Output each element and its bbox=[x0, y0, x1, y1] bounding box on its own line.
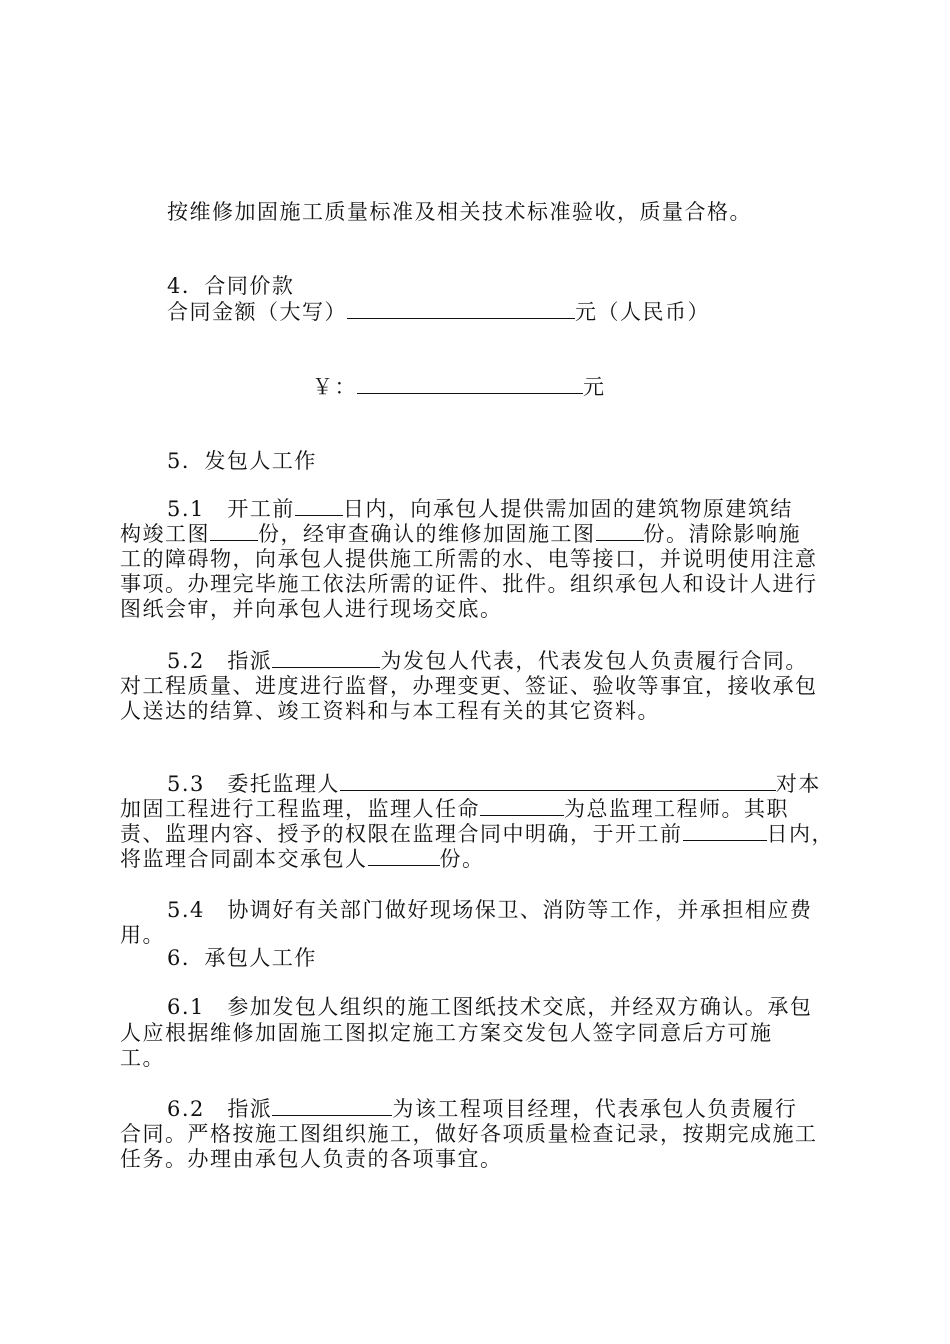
clause-5-3-text: 对本 bbox=[775, 772, 821, 796]
clause-5-2-line-1 bbox=[167, 649, 808, 673]
supervisor-blank bbox=[340, 772, 776, 791]
copies-blank bbox=[596, 522, 644, 541]
clause-6-2-line-2: 合同。严格按施工图组织施工，做好各项质量检查记录，按期完成施工 bbox=[120, 1122, 818, 1146]
contract-amount-line bbox=[167, 300, 710, 324]
clause-6-1-line-3: 工。 bbox=[120, 1046, 165, 1070]
clause-6-2-line-1 bbox=[167, 1097, 797, 1121]
clause-5-1-text: 份。清除影响施 bbox=[643, 522, 801, 546]
clause-5-3-line-2 bbox=[120, 797, 789, 821]
clause-6-2-text: 为该工程项目经理，代表承包人负责履行 bbox=[392, 1097, 798, 1121]
chief-engineer-blank bbox=[480, 797, 564, 816]
section-5-heading: 5．发包人工作 bbox=[167, 449, 317, 473]
days-blank bbox=[295, 497, 343, 516]
amount-unit-label: 元（人民币） bbox=[575, 300, 710, 324]
clause-5-1-text: 日内，向承包人提供需加固的建筑物原建筑结 bbox=[342, 497, 793, 521]
project-manager-blank bbox=[272, 1097, 392, 1116]
amount-words-label: 合同金额（大写） bbox=[167, 300, 347, 324]
clause-5-1-line-4: 事项。办理完毕施工依法所需的证件、批件。组织承包人和设计人进行 bbox=[120, 572, 818, 596]
clause-5-1-line-5: 图纸会审，并向承包人进行现场交底。 bbox=[120, 597, 503, 621]
clause-5-3-text: 加固工程进行工程监理，监理人任命 bbox=[120, 797, 480, 821]
clause-5-3-line-1 bbox=[167, 772, 821, 796]
clause-5-3-line-3 bbox=[120, 822, 834, 846]
clause-5-3-text: 份。 bbox=[439, 847, 485, 871]
clause-5-2-line-2: 对工程质量、进度进行监督，办理变更、签证、验收等事宜，接收承包 bbox=[120, 674, 818, 698]
clause-5-1-line-2 bbox=[120, 522, 801, 546]
clause-5-3-text: 将监理合同副本交承包人 bbox=[120, 847, 368, 871]
days-blank bbox=[683, 822, 767, 841]
amount-figures-blank bbox=[357, 375, 583, 394]
yen-unit-label: 元 bbox=[583, 375, 606, 399]
clause-5-1-text: 5.1 开工前 bbox=[167, 497, 295, 521]
clause-5-1-line-1 bbox=[167, 497, 793, 521]
representative-blank bbox=[272, 649, 380, 668]
copies-blank bbox=[210, 522, 258, 541]
clause-5-2-text: 5.2 指派 bbox=[167, 649, 273, 673]
amount-words-blank bbox=[347, 300, 575, 319]
section-6-heading: 6．承包人工作 bbox=[167, 946, 317, 970]
clause-5-2-text: 为发包人代表，代表发包人负责履行合同。 bbox=[380, 649, 808, 673]
clause-6-2-line-3: 任务。办理由承包人负责的各项事宜。 bbox=[120, 1147, 503, 1171]
clause-5-3-text: 责、监理内容、授予的权限在监理合同中明确，于开工前 bbox=[120, 822, 683, 846]
clause-5-3-text: 为总监理工程师。其职 bbox=[564, 797, 789, 821]
section-4-heading: 4．合同价款 bbox=[167, 274, 295, 298]
copies-blank bbox=[368, 847, 440, 866]
clause-5-4-line-1: 5.4 协调好有关部门做好现场保卫、消防等工作，并承担相应费 bbox=[167, 898, 813, 922]
clause-5-4-line-2: 用。 bbox=[120, 923, 165, 947]
clause-5-1-line-3: 工的障碍物，向承包人提供施工所需的水、电等接口，并说明使用注意 bbox=[120, 547, 818, 571]
amount-figures-line bbox=[312, 375, 606, 399]
yen-label: ￥： bbox=[312, 375, 357, 399]
clause-6-1-line-2: 人应根据维修加固施工图拟定施工方案交发包人签字同意后方可施 bbox=[120, 1021, 773, 1045]
clause-6-2-text: 6.2 指派 bbox=[167, 1097, 273, 1121]
clause-5-2-line-3: 人送达的结算、竣工资料和与本工程有关的其它资料。 bbox=[120, 699, 660, 723]
clause-5-3-text: 日内， bbox=[766, 822, 834, 846]
quality-acceptance-text: 按维修加固施工质量标准及相关技术标准验收，质量合格。 bbox=[167, 200, 752, 224]
clause-5-3-line-4 bbox=[120, 847, 485, 871]
clause-6-1-line-1: 6.1 参加发包人组织的施工图纸技术交底，并经双方确认。承包 bbox=[167, 995, 813, 1019]
clause-5-1-text: 份，经审查确认的维修加固施工图 bbox=[258, 522, 596, 546]
clause-5-1-text: 构竣工图 bbox=[120, 522, 210, 546]
clause-5-3-text: 5.3 委托监理人 bbox=[167, 772, 340, 796]
